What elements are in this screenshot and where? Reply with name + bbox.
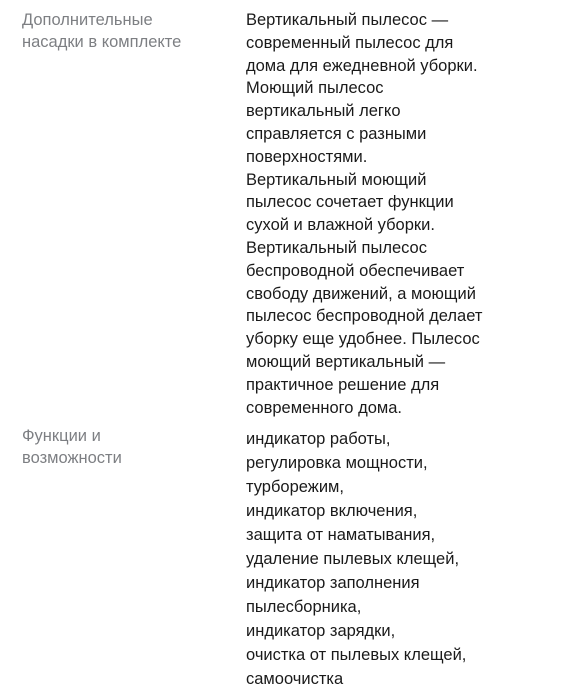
feature-item: индикатор заполнения пылесборника, bbox=[246, 574, 420, 616]
feature-item: турборежим, bbox=[246, 478, 344, 496]
spec-label: Дополнительные насадки в комплекте bbox=[22, 11, 182, 51]
spec-value-description bbox=[246, 0, 566, 419]
feature-item: самоочистка bbox=[246, 670, 344, 688]
feature-item: индикатор зарядки, bbox=[246, 622, 396, 640]
spec-value-features bbox=[246, 416, 566, 691]
feature-item: защита от наматывания, bbox=[246, 526, 436, 544]
feature-item: регулировка мощности, bbox=[246, 454, 428, 472]
feature-item: индикатор включения, bbox=[246, 502, 418, 520]
spec-label: Функции и возможности bbox=[22, 427, 122, 467]
feature-item: удаление пылевых клещей, bbox=[246, 550, 460, 568]
feature-item: очистка от пылевых клещей, bbox=[246, 646, 467, 664]
description-text: Вертикальный пылесос — современный пылесос для дома для ежедневной уборки. Моющий пылесос вертикальный легко справляется с разными поверхностями. Вертикальный моющий пылесос сочетает функции сухой и влажной уборки. Вертикальный пылесос беспроводной обеспечивает свободу движений, а моющий пылесос беспроводной делает уборку еще удобнее. Пылесос моющий вертикальный — практичное решение для современного дома. bbox=[246, 11, 483, 417]
feature-item: индикатор работы, bbox=[246, 430, 391, 448]
features-list bbox=[246, 416, 566, 691]
